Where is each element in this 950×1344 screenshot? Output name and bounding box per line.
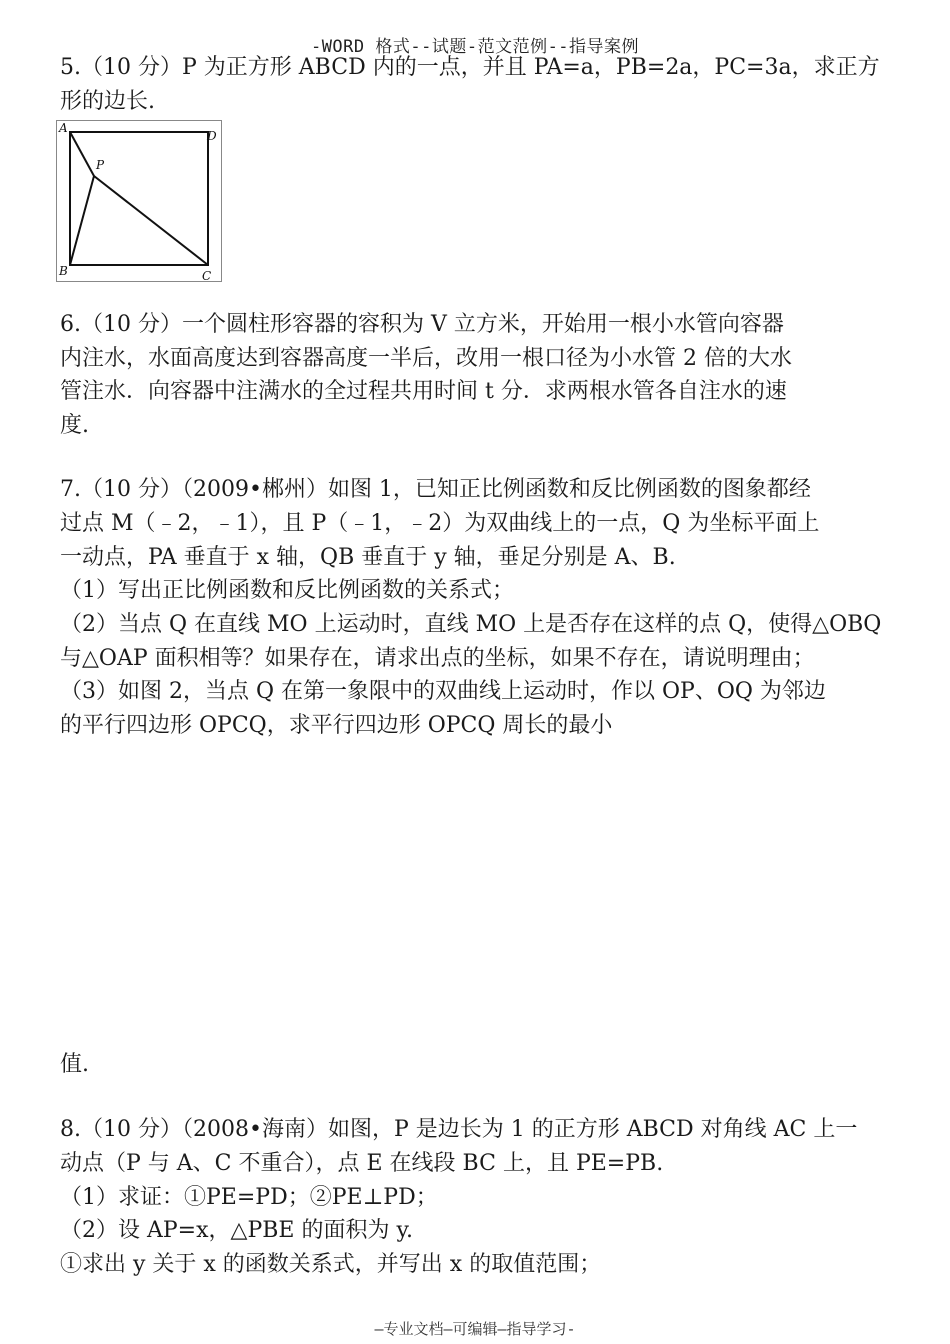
label-b: B: [59, 264, 68, 278]
label-a: A: [59, 121, 68, 135]
square-outline: [70, 132, 208, 265]
q7-line-5: （2）当点 Q 在直线 MO 上运动时，直线 MO 上是否存在这样的点 Q，使得△OBQ: [60, 612, 882, 637]
q7-continuation: 值.: [60, 1052, 89, 1077]
q7-line-6: 与△OAP 面积相等？如果存在，请求出点的坐标，如果不存在，请说明理由；: [60, 646, 815, 671]
q5-line-2: 形的边长.: [60, 89, 155, 114]
q5-line-1: 5.（10 分）P 为正方形 ABCD 内的一点，并且 PA=a，PB=2a，PC=3a，求正方: [60, 55, 880, 80]
label-c: C: [202, 269, 212, 282]
page-footer: —专业文档—可编辑—指导学习-: [374, 1320, 576, 1338]
q7-line-2: 过点 M（﹣2，﹣1），且 P（﹣1，﹣2）为双曲线上的一点，Q 为坐标平面上: [60, 511, 820, 536]
q7-line-8: 的平行四边形 OPCQ，求平行四边形 OPCQ 周长的最小: [60, 713, 613, 738]
q6-line-3: 管注水．向容器中注满水的全过程共用时间 t 分．求两根水管各自注水的速: [60, 379, 787, 404]
segment-pc: [94, 176, 208, 265]
q8-line-5: ①求出 y 关于 x 的函数关系式，并写出 x 的取值范围；: [60, 1252, 602, 1277]
q6-line-1: 6.（10 分）一个圆柱形容器的容积为 V 立方米，开始用一根小水管向容器: [60, 312, 784, 337]
label-d: D: [207, 129, 217, 143]
q6-line-4: 度.: [60, 413, 89, 438]
segment-pa: [70, 132, 94, 176]
q7-line-7: （3）如图 2，当点 Q 在第一象限中的双曲线上运动时，作以 OP、OQ 为邻边: [60, 679, 826, 704]
q7-line-3: 一动点，PA 垂直于 x 轴，QB 垂直于 y 轴，垂足分别是 A、B.: [60, 545, 676, 570]
q8-line-1: 8.（10 分）（2008•海南）如图，P 是边长为 1 的正方形 ABCD 对角线 AC 上一: [60, 1117, 858, 1142]
q8-line-3: （1）求证：①PE=PD；②PE⊥PD；: [60, 1185, 438, 1210]
square-abcd-figure: [56, 120, 222, 282]
page-header: -WORD 格式--试题-范文范例--指导案例: [310, 37, 640, 57]
segment-pb: [70, 176, 94, 265]
q7-line-4: （1）写出正比例函数和反比例函数的关系式；: [60, 578, 514, 603]
q7-line-1: 7.（10 分）（2009•郴州）如图 1，已知正比例函数和反比例函数的图象都经: [60, 477, 811, 502]
q8-line-2: 动点（P 与 A、C 不重合），点 E 在线段 BC 上，且 PE=PB.: [60, 1151, 664, 1176]
q8-line-4: （2）设 AP=x，△PBE 的面积为 y.: [60, 1218, 413, 1243]
q6-line-2: 内注水，水面高度达到容器高度一半后，改用一根口径为小水管 2 倍的大水: [60, 346, 792, 371]
label-p: P: [96, 158, 105, 172]
